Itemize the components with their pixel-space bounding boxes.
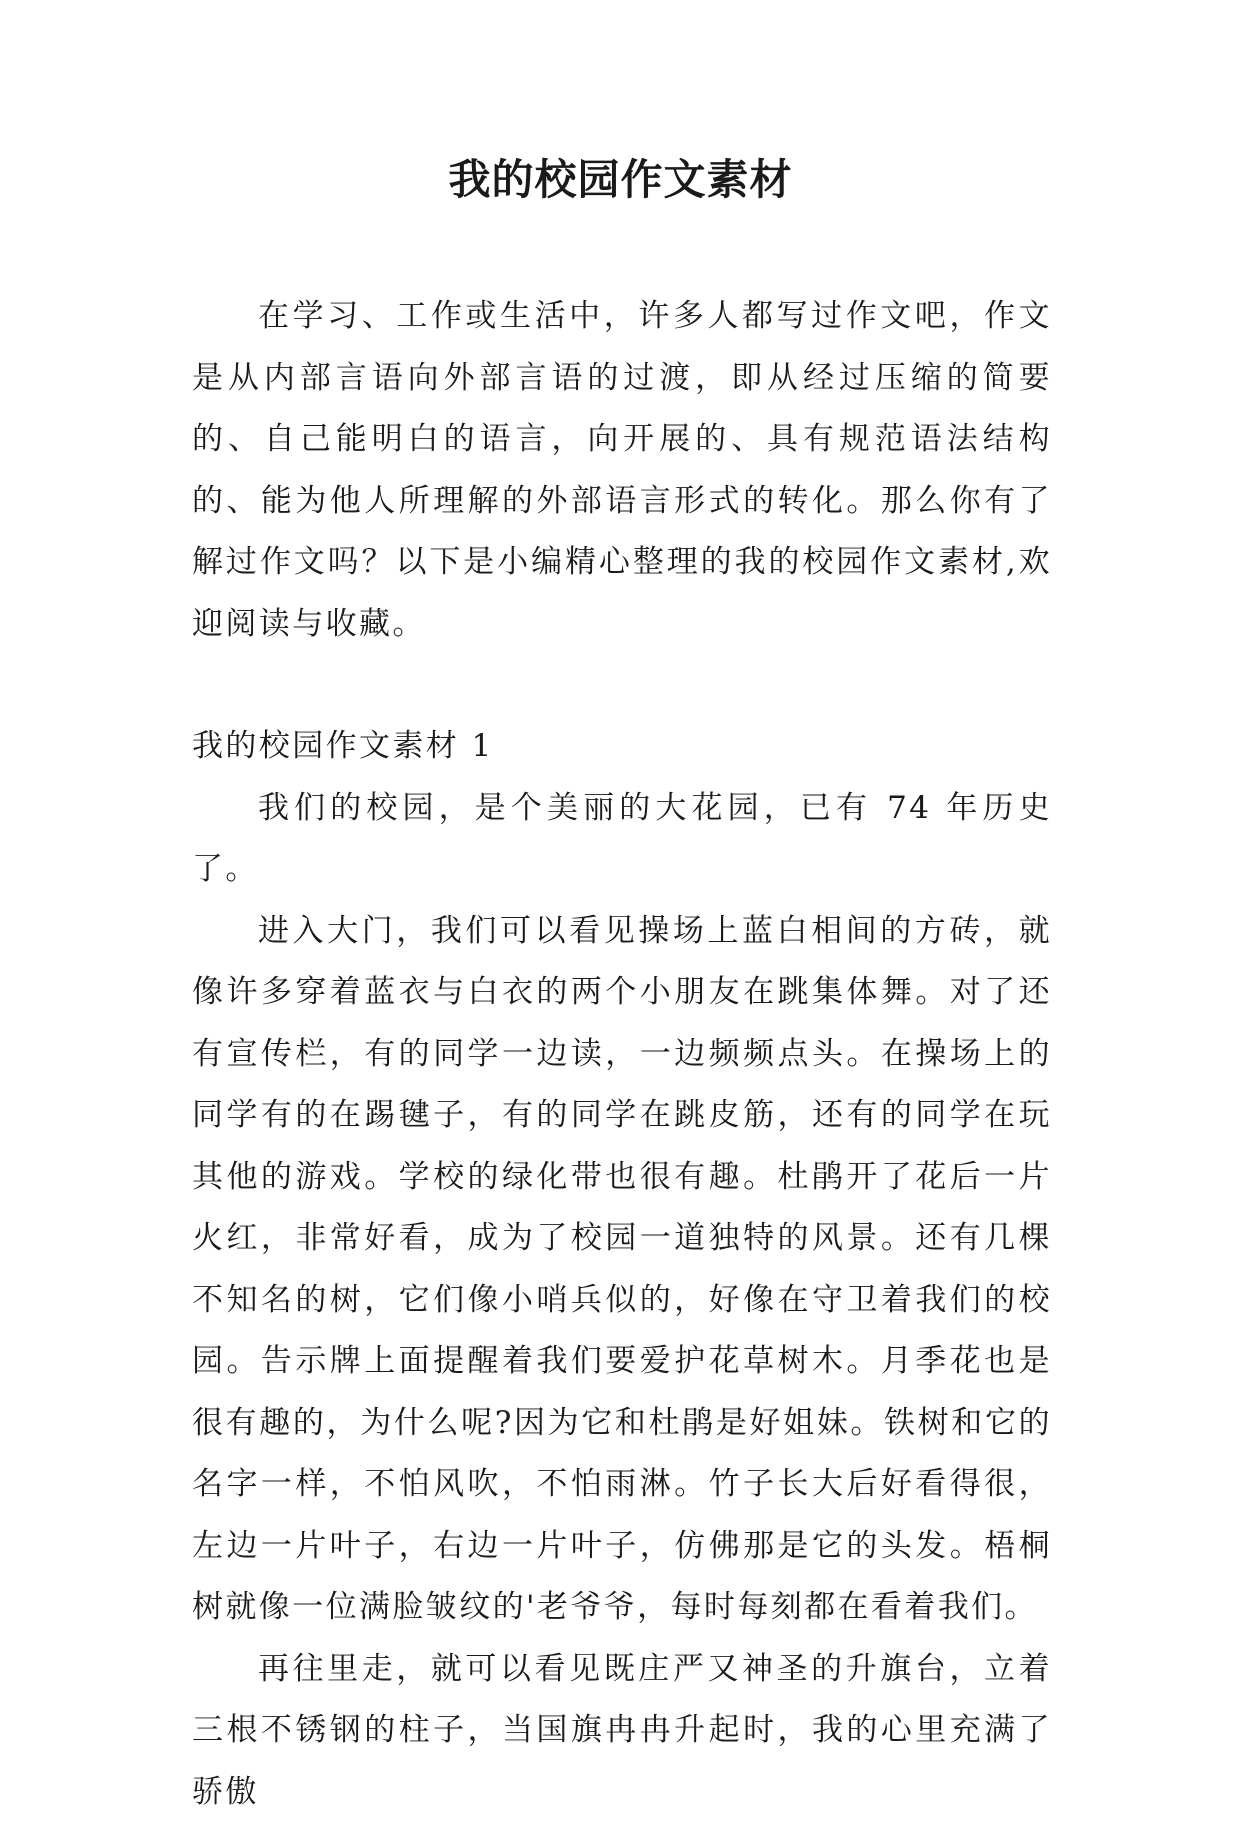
intro-paragraph: 在学习、工作或生活中，许多人都写过作文吧，作文是从内部言语向外部言语的过渡，即从经过压缩的简要的、自己能明白的语言，向开展的、具有规范语法结构的、能为他人所理解的外部语言形式的转化。那么你有了解过作文吗？以下是小编精心整理的我的校园作文素材,欢迎阅读与收藏。 [192,286,1052,655]
document-body [192,286,1052,1823]
paragraph-spacer [192,655,1052,716]
section-heading: 我的校园作文素材 1 [192,716,1052,778]
body-paragraph: 我们的校园，是个美丽的大花园，已有 74 年历史了。 [192,778,1052,901]
document-title: 我的校园作文素材 [0,150,1241,210]
body-paragraph: 再往里走，就可以看见既庄严又神圣的升旗台，立着三根不锈钢的柱子，当国旗冉冉升起时，我的心里充满了骄傲 [192,1639,1052,1823]
body-paragraph: 进入大门，我们可以看见操场上蓝白相间的方砖，就像许多穿着蓝衣与白衣的两个小朋友在跳集体舞。对了还有宣传栏，有的同学一边读，一边频频点头。在操场上的同学有的在踢毽子，有的同学在跳皮筋，还有的同学在玩其他的游戏。学校的绿化带也很有趣。杜鹃开了花后一片火红，非常好看，成为了校园一道独特的风景。还有几棵不知名的树，它们像小哨兵似的，好像在守卫着我们的校园。告示牌上面提醒着我们要爱护花草树木。月季花也是很有趣的，为什么呢?因为它和杜鹃是好姐妹。铁树和它的名字一样，不怕风吹，不怕雨淋。竹子长大后好看得很，左边一片叶子，右边一片叶子，仿佛那是它的头发。梧桐树就像一位满脸皱纹的'老爷爷，每时每刻都在看着我们。 [192,901,1052,1639]
